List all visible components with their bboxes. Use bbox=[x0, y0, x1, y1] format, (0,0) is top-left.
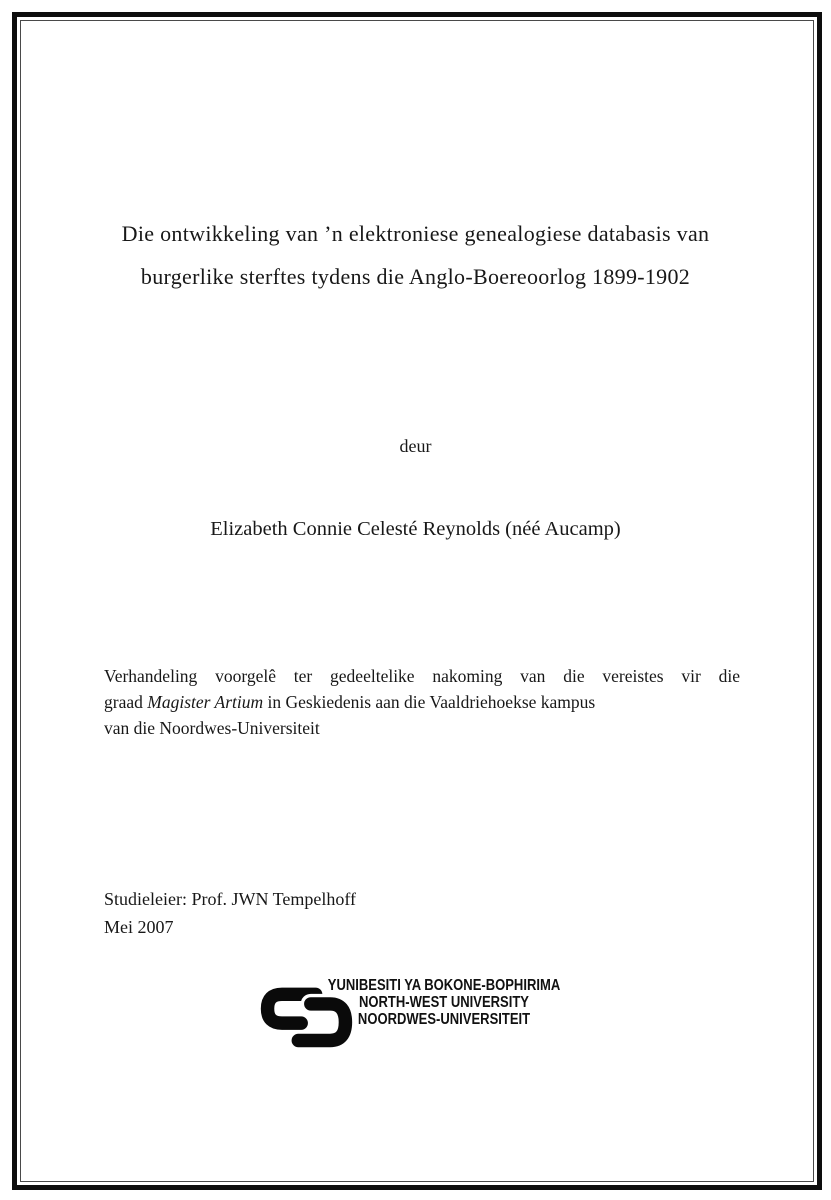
thesis-title-line1: Die ontwikkeling van ’n elektroniese genealogiese databasis van bbox=[121, 221, 710, 246]
thesis-title-line2: burgerlike sterftes tydens die Anglo-Boereoorlog 1899-1902 bbox=[140, 264, 691, 289]
author-name: Elizabeth Connie Celesté Reynolds (néé Aucamp) bbox=[210, 518, 621, 540]
logo-text-afrikaans: NOORDWES-UNIVERSITEIT bbox=[357, 1010, 531, 1028]
submission-line2 bbox=[104, 690, 740, 716]
submission-line3: van die Noordwes-Universiteit bbox=[104, 717, 320, 738]
date-line: Mei 2007 bbox=[104, 916, 174, 937]
logo-text-english: NORTH-WEST UNIVERSITY bbox=[359, 993, 529, 1011]
submission-line2-suffix: in Geskiedenis aan die Vaaldriehoekse kampus bbox=[263, 691, 596, 712]
degree-name: Magister Artium bbox=[147, 691, 264, 712]
logo-text-setswana: YUNIBESITI YA BOKONE-BOPHIRIMA bbox=[327, 977, 561, 994]
thesis-title bbox=[0, 212, 831, 298]
supervisor-and-date bbox=[104, 886, 356, 941]
university-logo-text bbox=[318, 978, 570, 1028]
submission-line2-prefix: graad bbox=[104, 691, 148, 712]
submission-statement bbox=[104, 664, 740, 741]
byline-label: deur bbox=[399, 436, 432, 456]
university-logo bbox=[0, 972, 831, 1056]
supervisor-line: Studieleier: Prof. JWN Tempelhoff bbox=[104, 889, 357, 909]
submission-line1: Verhandeling voorgelê ter gedeeltelike nakoming van die vereistes vir die bbox=[104, 666, 740, 686]
